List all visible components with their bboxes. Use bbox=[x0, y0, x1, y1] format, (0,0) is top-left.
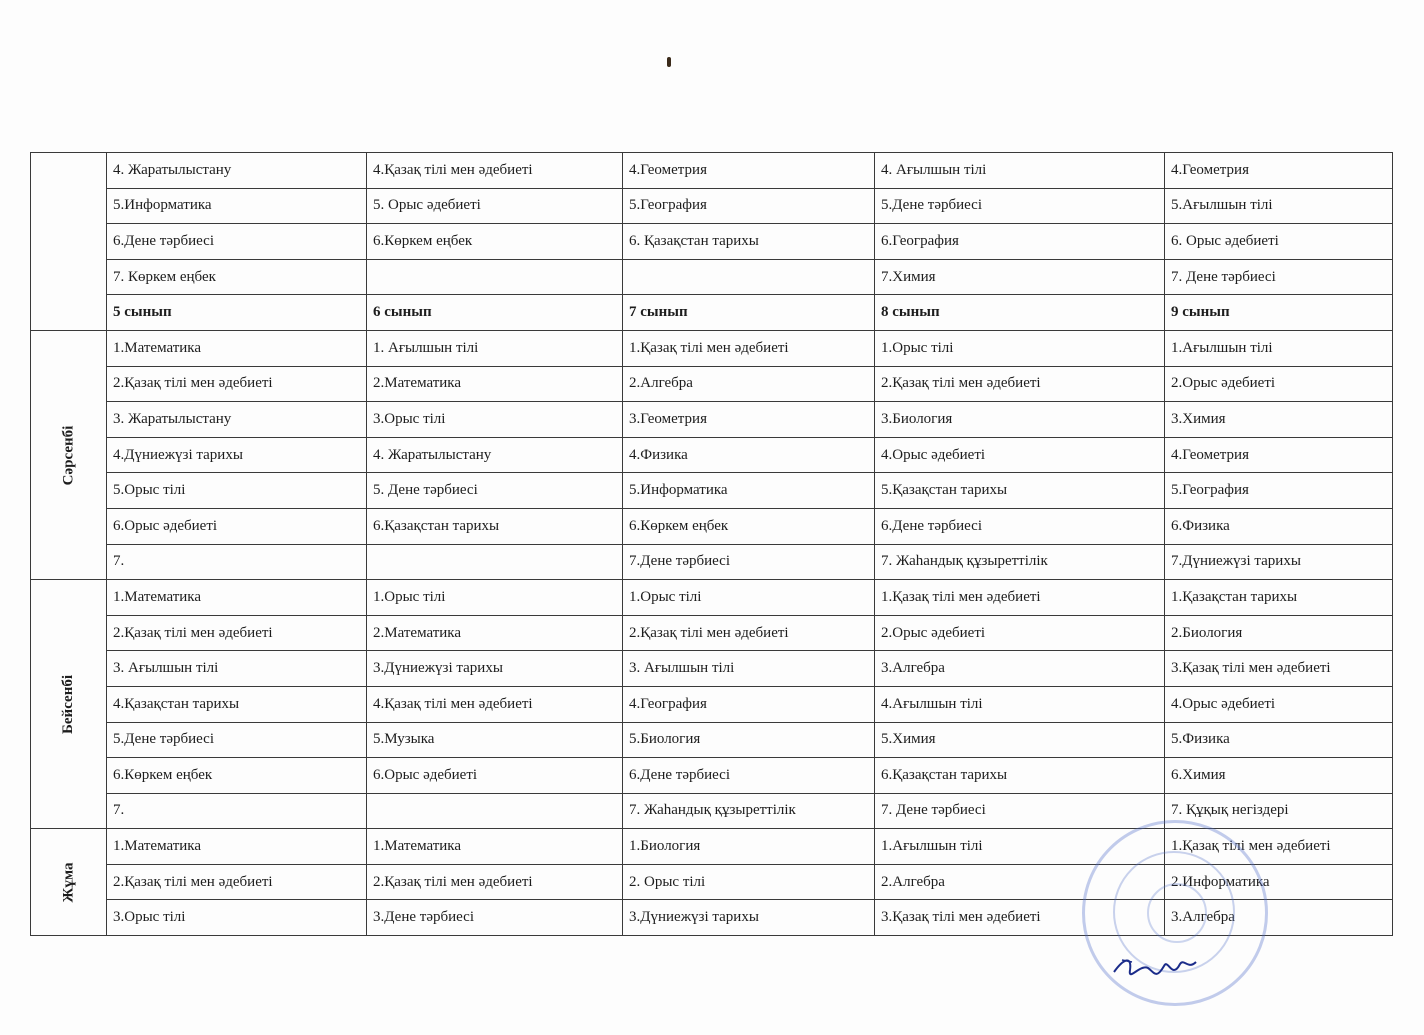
lesson-cell: 1.Ағылшын тілі bbox=[1165, 330, 1393, 366]
lesson-cell: 3.Дене тәрбиесі bbox=[367, 900, 623, 936]
lesson-cell bbox=[367, 544, 623, 580]
lesson-cell: 2.Математика bbox=[367, 615, 623, 651]
lesson-cell: 3.Алгебра bbox=[875, 651, 1165, 687]
lesson-cell: 6.Көркем еңбек bbox=[107, 758, 367, 794]
lesson-cell: 7. Көркем еңбек bbox=[107, 259, 367, 295]
day-cell-thursday bbox=[31, 580, 107, 829]
class-header-cell: 5 сынып bbox=[107, 295, 367, 331]
lesson-cell: 4.Геометрия bbox=[1165, 153, 1393, 189]
lesson-cell: 2.Қазақ тілі мен әдебиеті bbox=[107, 366, 367, 402]
lesson-cell: 4.Қазақ тілі мен әдебиеті bbox=[367, 153, 623, 189]
class-header-row bbox=[31, 295, 1393, 331]
lesson-cell: 1.Орыс тілі bbox=[623, 580, 875, 616]
day-label: Жұма bbox=[59, 862, 76, 903]
class-header-cell: 8 сынып bbox=[875, 295, 1165, 331]
table-row bbox=[31, 544, 1393, 580]
lesson-cell: 6.Орыс әдебиеті bbox=[367, 758, 623, 794]
table-row bbox=[31, 330, 1393, 366]
lesson-cell: 2.Информатика bbox=[1165, 864, 1393, 900]
lesson-cell: 7.Химия bbox=[875, 259, 1165, 295]
lesson-cell: 6. Орыс әдебиеті bbox=[1165, 224, 1393, 260]
lesson-cell: 6.Дене тәрбиесі bbox=[875, 508, 1165, 544]
lesson-cell: 6.Дене тәрбиесі bbox=[623, 758, 875, 794]
table-row bbox=[31, 437, 1393, 473]
day-label: Бейсенбі bbox=[60, 674, 76, 734]
table-row bbox=[31, 758, 1393, 794]
lesson-cell: 3.Қазақ тілі мен әдебиеті bbox=[875, 900, 1165, 936]
lesson-cell: 4.Қазақ тілі мен әдебиеті bbox=[367, 686, 623, 722]
lesson-cell: 2.Математика bbox=[367, 366, 623, 402]
lesson-cell: 7. Жаһандық құзыреттілік bbox=[875, 544, 1165, 580]
lesson-cell: 3.Орыс тілі bbox=[367, 402, 623, 438]
lesson-cell: 2.Орыс әдебиеті bbox=[875, 615, 1165, 651]
lesson-cell: 6.Көркем еңбек bbox=[623, 508, 875, 544]
lesson-cell: 5.Физика bbox=[1165, 722, 1393, 758]
lesson-cell: 6.Қазақстан тарихы bbox=[367, 508, 623, 544]
lesson-cell: 5.Дене тәрбиесі bbox=[107, 722, 367, 758]
lesson-cell: 5.Химия bbox=[875, 722, 1165, 758]
lesson-cell: 4.Ағылшын тілі bbox=[875, 686, 1165, 722]
lesson-cell: 1.Орыс тілі bbox=[367, 580, 623, 616]
lesson-cell: 6.Дене тәрбиесі bbox=[107, 224, 367, 260]
class-header-cell: 9 сынып bbox=[1165, 295, 1393, 331]
lesson-cell: 4. Жаратылыстану bbox=[367, 437, 623, 473]
lesson-cell: 3.Химия bbox=[1165, 402, 1393, 438]
lesson-cell: 4.Физика bbox=[623, 437, 875, 473]
lesson-cell: 3. Ағылшын тілі bbox=[623, 651, 875, 687]
lesson-cell: 7. bbox=[107, 544, 367, 580]
schedule-body bbox=[31, 153, 1393, 936]
lesson-cell: 2.Қазақ тілі мен әдебиеті bbox=[623, 615, 875, 651]
lesson-cell: 1.Математика bbox=[107, 330, 367, 366]
lesson-cell: 4.Дүниежүзі тарихы bbox=[107, 437, 367, 473]
lesson-cell: 3.Биология bbox=[875, 402, 1165, 438]
lesson-cell: 7. Құқық негіздері bbox=[1165, 793, 1393, 829]
lesson-cell: 7. bbox=[107, 793, 367, 829]
lesson-cell: 6.География bbox=[875, 224, 1165, 260]
lesson-cell: 6.Орыс әдебиеті bbox=[107, 508, 367, 544]
lesson-cell: 5.Информатика bbox=[623, 473, 875, 509]
lesson-cell: 1.Биология bbox=[623, 829, 875, 865]
table-row bbox=[31, 153, 1393, 189]
table-row bbox=[31, 722, 1393, 758]
emblem-icon bbox=[1147, 883, 1207, 943]
lesson-cell: 6.Химия bbox=[1165, 758, 1393, 794]
lesson-cell: 5.Ағылшын тілі bbox=[1165, 188, 1393, 224]
lesson-cell: 7.Дүниежүзі тарихы bbox=[1165, 544, 1393, 580]
schedule-table bbox=[30, 152, 1393, 936]
lesson-cell: 4.География bbox=[623, 686, 875, 722]
lesson-cell: 5.Информатика bbox=[107, 188, 367, 224]
lesson-cell: 3.Дүниежүзі тарихы bbox=[623, 900, 875, 936]
table-row bbox=[31, 259, 1393, 295]
lesson-cell: 5.Орыс тілі bbox=[107, 473, 367, 509]
lesson-cell: 4.Орыс әдебиеті bbox=[875, 437, 1165, 473]
lesson-cell: 5.Дене тәрбиесі bbox=[875, 188, 1165, 224]
lesson-cell: 5.Қазақстан тарихы bbox=[875, 473, 1165, 509]
lesson-cell: 3.Геометрия bbox=[623, 402, 875, 438]
lesson-cell: 4. Жаратылыстану bbox=[107, 153, 367, 189]
lesson-cell: 1.Математика bbox=[107, 580, 367, 616]
lesson-cell: 5. Дене тәрбиесі bbox=[367, 473, 623, 509]
lesson-cell: 2.Қазақ тілі мен әдебиеті bbox=[367, 864, 623, 900]
table-row bbox=[31, 651, 1393, 687]
lesson-cell: 1.Математика bbox=[367, 829, 623, 865]
lesson-cell: 7. Жаһандық құзыреттілік bbox=[623, 793, 875, 829]
lesson-cell: 5.География bbox=[1165, 473, 1393, 509]
table-row bbox=[31, 686, 1393, 722]
table-row bbox=[31, 224, 1393, 260]
lesson-cell: 2.Орыс әдебиеті bbox=[1165, 366, 1393, 402]
lesson-cell: 2.Қазақ тілі мен әдебиеті bbox=[107, 864, 367, 900]
lesson-cell: 4.Қазақстан тарихы bbox=[107, 686, 367, 722]
lesson-cell: 2. Орыс тілі bbox=[623, 864, 875, 900]
lesson-cell: 3. Жаратылыстану bbox=[107, 402, 367, 438]
lesson-cell: 6.Қазақстан тарихы bbox=[875, 758, 1165, 794]
lesson-cell: 2.Алгебра bbox=[623, 366, 875, 402]
signature bbox=[1110, 950, 1200, 990]
lesson-cell: 1.Математика bbox=[107, 829, 367, 865]
lesson-cell bbox=[367, 259, 623, 295]
day-cell-friday bbox=[31, 829, 107, 936]
lesson-cell: 5.Музыка bbox=[367, 722, 623, 758]
lesson-cell: 2.Биология bbox=[1165, 615, 1393, 651]
lesson-cell: 1.Ағылшын тілі bbox=[875, 829, 1165, 865]
lesson-cell: 2.Қазақ тілі мен әдебиеті bbox=[875, 366, 1165, 402]
lesson-cell bbox=[623, 259, 875, 295]
lesson-cell: 2.Қазақ тілі мен әдебиеті bbox=[107, 615, 367, 651]
lesson-cell: 5.География bbox=[623, 188, 875, 224]
lesson-cell: 3.Орыс тілі bbox=[107, 900, 367, 936]
lesson-cell: 3.Қазақ тілі мен әдебиеті bbox=[1165, 651, 1393, 687]
lesson-cell: 4.Геометрия bbox=[1165, 437, 1393, 473]
lesson-cell: 4.Орыс әдебиеті bbox=[1165, 686, 1393, 722]
lesson-cell: 1.Орыс тілі bbox=[875, 330, 1165, 366]
day-label: Сәрсенбі bbox=[60, 425, 76, 485]
lesson-cell: 3. Ағылшын тілі bbox=[107, 651, 367, 687]
ink-speck bbox=[667, 57, 671, 67]
lesson-cell: 4. Ағылшын тілі bbox=[875, 153, 1165, 189]
lesson-cell: 5.Биология bbox=[623, 722, 875, 758]
table-row bbox=[31, 615, 1393, 651]
lesson-cell: 6.Көркем еңбек bbox=[367, 224, 623, 260]
lesson-cell: 3.Дүниежүзі тарихы bbox=[367, 651, 623, 687]
lesson-cell: 2.Алгебра bbox=[875, 864, 1165, 900]
lesson-cell: 4.Геометрия bbox=[623, 153, 875, 189]
table-row bbox=[31, 366, 1393, 402]
lesson-cell bbox=[367, 793, 623, 829]
class-header-cell: 6 сынып bbox=[367, 295, 623, 331]
lesson-cell: 1. Ағылшын тілі bbox=[367, 330, 623, 366]
class-header-cell: 7 сынып bbox=[623, 295, 875, 331]
lesson-cell: 7. Дене тәрбиесі bbox=[875, 793, 1165, 829]
lesson-cell: 1.Қазақстан тарихы bbox=[1165, 580, 1393, 616]
lesson-cell: 3.Алгебра bbox=[1165, 900, 1393, 936]
table-row bbox=[31, 508, 1393, 544]
lesson-cell: 6. Қазақстан тарихы bbox=[623, 224, 875, 260]
lesson-cell: 1.Қазақ тілі мен әдебиеті bbox=[1165, 829, 1393, 865]
table-row bbox=[31, 473, 1393, 509]
lesson-cell: 5. Орыс әдебиеті bbox=[367, 188, 623, 224]
table-row bbox=[31, 402, 1393, 438]
day-cell-continued bbox=[31, 153, 107, 331]
table-row bbox=[31, 580, 1393, 616]
lesson-cell: 7. Дене тәрбиесі bbox=[1165, 259, 1393, 295]
lesson-cell: 6.Физика bbox=[1165, 508, 1393, 544]
lesson-cell: 1.Қазақ тілі мен әдебиеті bbox=[875, 580, 1165, 616]
table-row bbox=[31, 188, 1393, 224]
lesson-cell: 7.Дене тәрбиесі bbox=[623, 544, 875, 580]
lesson-cell: 1.Қазақ тілі мен әдебиеті bbox=[623, 330, 875, 366]
day-cell-wednesday bbox=[31, 330, 107, 579]
